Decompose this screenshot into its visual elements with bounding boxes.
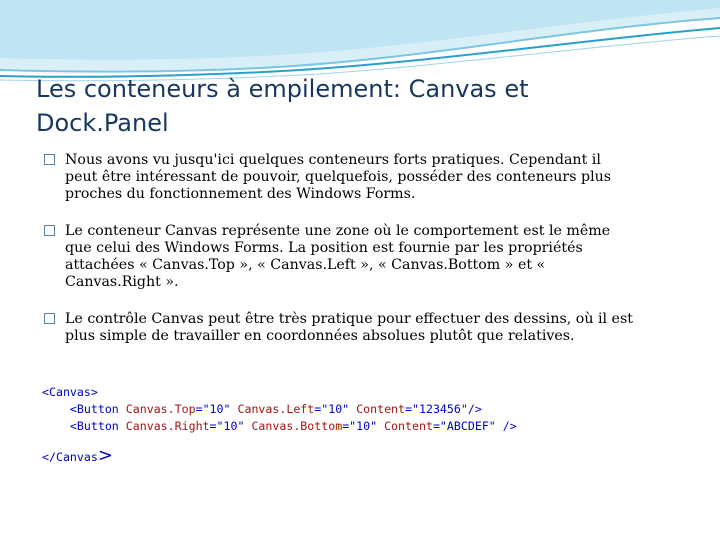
bullet-text-line: peut être intéressant de pouvoir, quelquefois, posséder des conteneurs plus [65,169,612,185]
checkbox-bullet-icon [44,225,55,236]
code-line [42,447,702,464]
code-attribute: Content [356,402,406,416]
bullet-text-line: Le contrôle Canvas peut être très pratique pour effectuer des dessins, où il est [65,311,633,327]
code-line [42,384,702,401]
bullet-list [44,152,694,365]
bullet-text-line: Nous avons vu jusqu'ici quelques conteneurs forts pratiques. Cependant il [65,152,601,168]
code-attribute: Content [384,419,433,433]
bullet-text-line: proches du fonctionnement des Windows Forms. [65,186,416,202]
bullet-item [44,223,694,291]
slide-title-line-1: Les conteneurs à empilement: Canvas et [36,75,529,103]
bullet-text-line: que celui des Windows Forms. La position est fournie par les propriétés [65,240,583,256]
code-value: ="123456"/> [405,402,482,416]
code-line [42,401,702,418]
code-tag: <Button [69,402,119,416]
code-attribute: Canvas.Top [125,402,196,416]
code-tag: </Canvas [42,450,98,464]
slide-title [36,72,696,140]
code-sample [42,384,702,464]
code-tag: <Button [69,419,119,433]
bullet-text-line: plus simple de travailler en coordonnées absolues plutôt que relatives. [65,328,575,344]
code-tag: <Canvas> [42,385,98,399]
bullet-text-line: Le conteneur Canvas représente une zone où le comportement est le même [65,223,611,239]
code-value: ="10" [195,402,231,416]
bullet-item [44,152,694,203]
code-attribute: Canvas.Left [237,402,315,416]
code-attribute: Canvas.Right [125,419,210,433]
code-line [42,418,702,435]
bullet-text-line: attachées « Canvas.Top », « Canvas.Left », « Canvas.Bottom » et « [65,257,546,273]
bullet-text-line: Canvas.Right ». [65,274,179,290]
text-cursor-icon: > [97,445,113,466]
code-value: ="ABCDEF" /> [432,419,517,433]
checkbox-bullet-icon [44,154,55,165]
slide-title-line-2: Dock.Panel [36,109,169,137]
checkbox-bullet-icon [44,313,55,324]
code-value: ="10" [209,419,245,433]
code-attribute: Canvas.Bottom [251,419,343,433]
code-value: ="10" [342,419,378,433]
code-value: ="10" [314,402,350,416]
bullet-item [44,311,694,345]
